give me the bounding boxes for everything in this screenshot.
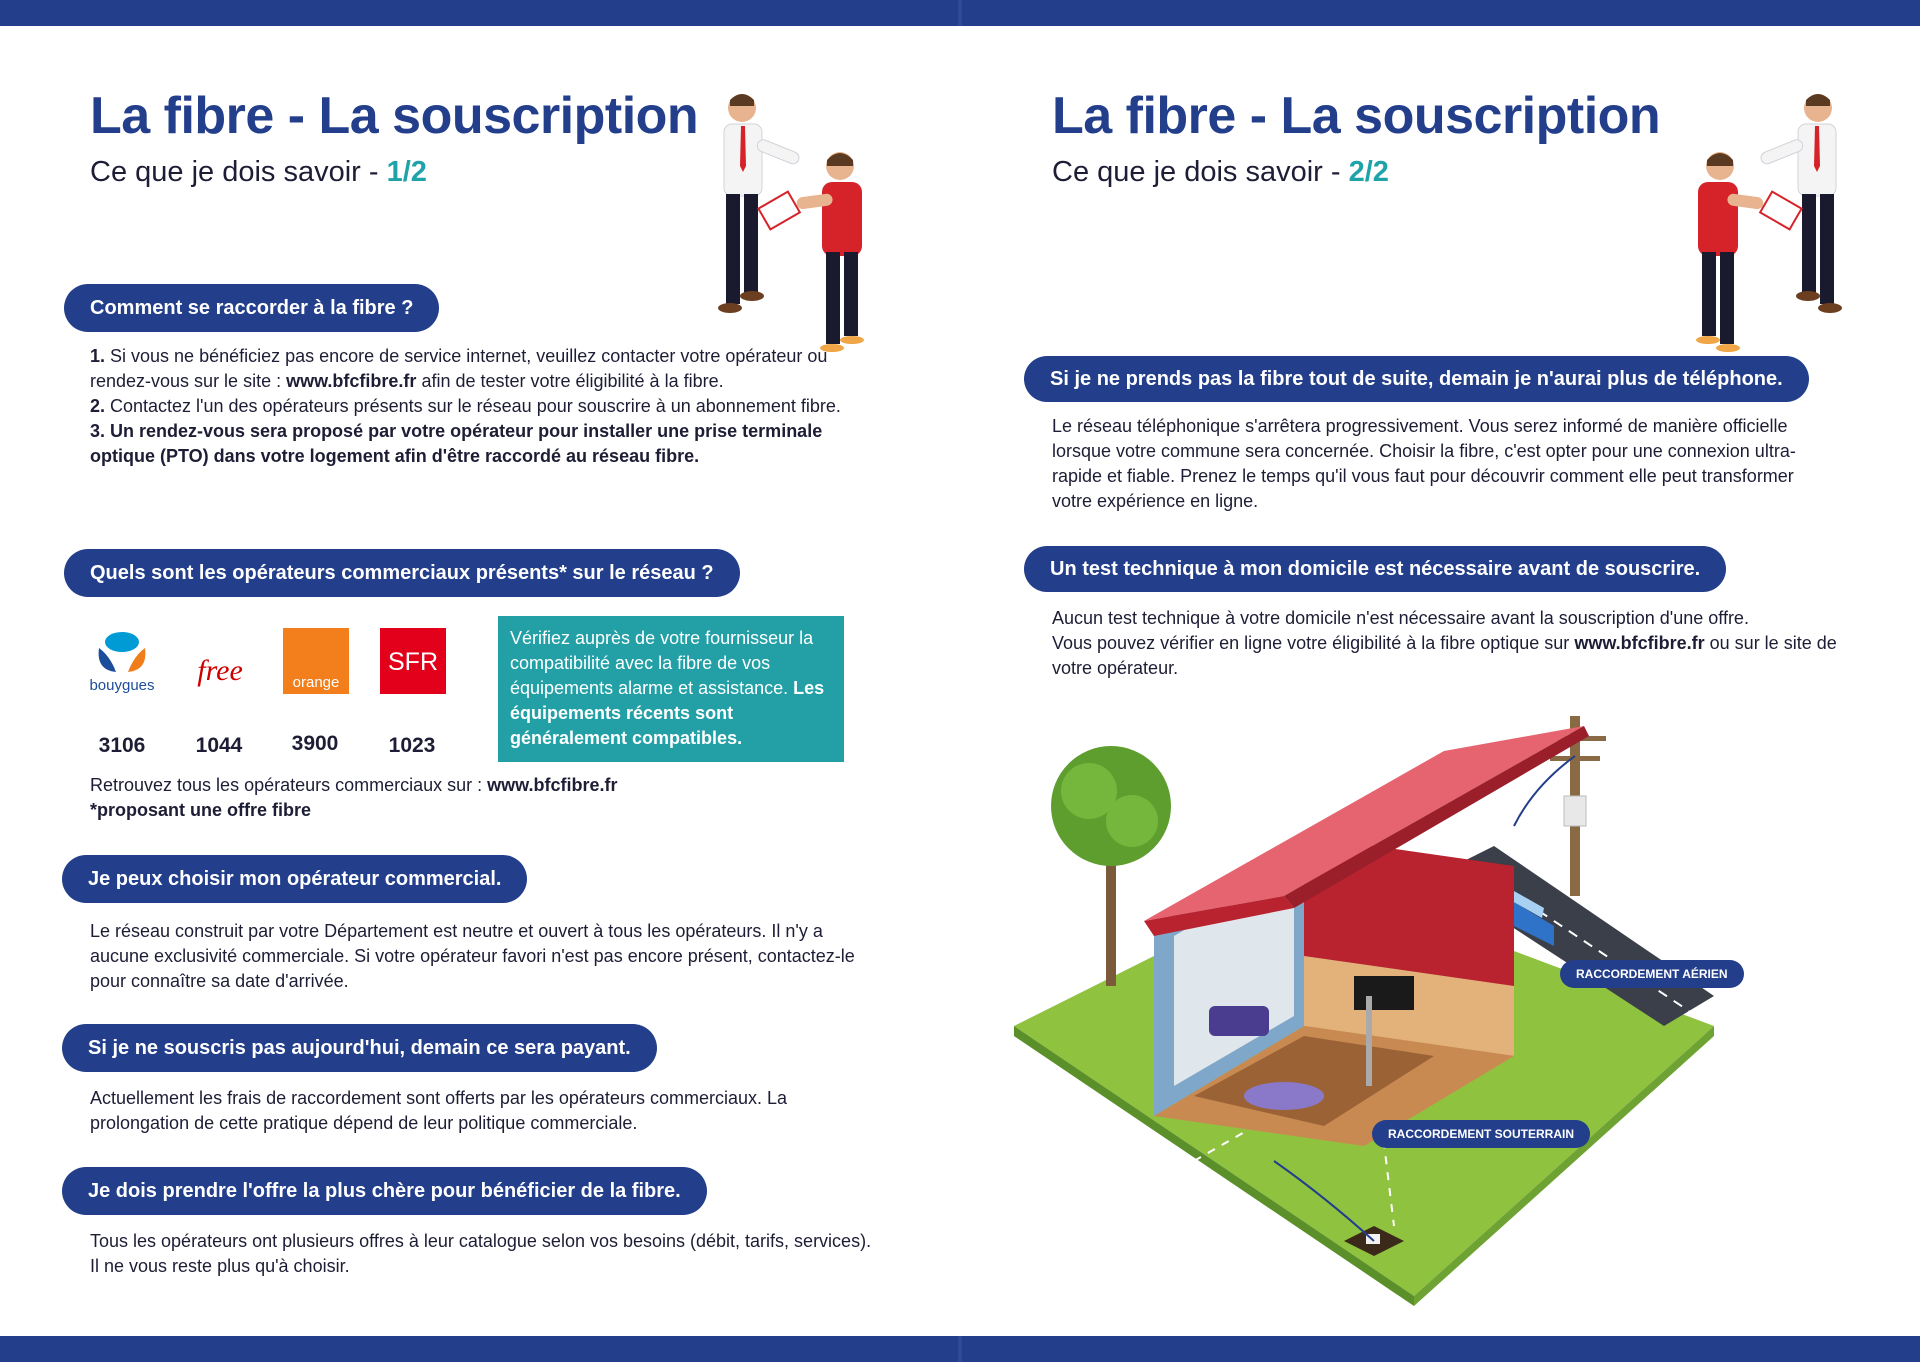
test-body-1: Aucun test technique à votre domicile n'est nécessaire avant la souscription d'une offre.	[1052, 608, 1749, 628]
item2-num: 2.	[90, 396, 106, 416]
item1-num: 1.	[90, 346, 106, 366]
sfr-wordmark: SFR	[388, 648, 438, 676]
section-heading-choisir: Je peux choisir mon opérateur commercial.	[62, 855, 527, 903]
left-page	[0, 26, 960, 1336]
orange-wordmark: orange	[292, 674, 340, 691]
subtitle-text: Ce que je dois savoir -	[90, 156, 387, 188]
section-heading-telephone: Si je ne prends pas la fibre tout de suite, demain je n'aurai plus de téléphone.	[1024, 356, 1809, 402]
house-fiber-illustration	[1014, 696, 1834, 1316]
test-body-2a: Vous pouvez vérifier en ligne votre éligibilité à la fibre optique sur	[1052, 633, 1575, 653]
section-body-offre: Tous les opérateurs ont plusieurs offres à leur catalogue selon vos besoins (débit, tarifs, services). Il ne vous reste plus qu'à choisir.	[90, 1231, 872, 1276]
subtitle-fraction: 1/2	[386, 156, 427, 188]
compatibility-notice	[498, 616, 844, 762]
page-subtitle	[1052, 156, 1389, 189]
find-link[interactable]: www.bfcfibre.fr	[487, 775, 618, 795]
bouygues-wordmark: bouygues	[89, 677, 155, 694]
footnote: *proposant une offre fibre	[90, 800, 312, 820]
item3-text: 3. Un rendez-vous sera proposé par votre opérateur pour installer une prise terminale optique (PTO) dans votre logement afin d'être raccordé au réseau fibre.	[90, 421, 823, 466]
page-title: La fibre - La souscription	[1052, 87, 1661, 145]
operator-number-orange: 3900	[291, 732, 339, 755]
section-body-choisir: Le réseau construit par votre Département est neutre et ouvert à tous les opérateurs. Il n'y a aucune exclusivité commerciale. Si votre opérateur favori n'est pas encore présent, contactez-le pour connaître sa date d'arrivée.	[90, 921, 855, 991]
item1-text-a: Si vous ne bénéficiez pas encore de service internet, veuillez contacter votre opérateur ou rendez-vous sur le site :	[90, 346, 828, 391]
find-label: Retrouvez tous les opérateurs commerciaux sur :	[90, 775, 488, 795]
callout-aerial: RACCORDEMENT AÉRIEN	[1560, 960, 1744, 988]
test-link[interactable]: www.bfcfibre.fr	[1574, 633, 1705, 653]
notice-emphasis: Les équipements récents sont généralement compatibles.	[510, 678, 825, 748]
subtitle-text: Ce que je dois savoir -	[1052, 156, 1349, 188]
section-body-payant: Actuellement les frais de raccordement sont offerts par les opérateurs commerciaux. La prolongation de cette pratique dépend de leur politique commerciale.	[90, 1088, 787, 1133]
section-heading-raccorder: Comment se raccorder à la fibre ?	[64, 284, 439, 332]
notice-text: Vérifiez auprès de votre fournisseur la compatibilité avec la fibre de vos équipements alarme et assistance.	[510, 628, 814, 698]
section-body-telephone: Le réseau téléphonique s'arrêtera progressivement. Vous serez informé de manière officielle lorsque votre commune sera concernée. Choisir la fibre, c'est opter pour une connexion ultra-rapide et fiable. Prenez le temps qu'il vous faut pour découvrir comment elle peut transformer votre expérience en ligne.	[1052, 416, 1796, 511]
section-heading-test: Un test technique à mon domicile est nécessaire avant de souscrire.	[1024, 546, 1726, 592]
free-logo	[182, 654, 258, 690]
item1-link[interactable]: www.bfcfibre.fr	[286, 371, 417, 391]
operator-number-sfr: 1023	[388, 734, 436, 757]
section-heading-payant: Si je ne souscris pas aujourd'hui, demain ce sera payant.	[62, 1024, 657, 1072]
section-heading-operateurs: Quels sont les opérateurs commerciaux présents* sur le réseau ?	[64, 549, 740, 597]
handshake-people-illustration	[1680, 86, 1860, 356]
operator-number-bouygues: 3106	[98, 734, 146, 757]
test-body-2b: ou sur le site de votre opérateur.	[1052, 633, 1837, 678]
top-band	[0, 0, 1920, 26]
right-page	[960, 26, 1920, 1336]
bottom-band	[0, 1336, 1920, 1362]
handshake-people-illustration	[700, 86, 880, 356]
orange-logo	[283, 628, 349, 694]
operator-number-free: 1044	[195, 734, 243, 757]
section-body-raccorder	[90, 344, 880, 469]
section-heading-offre: Je dois prendre l'offre la plus chère pour bénéficier de la fibre.	[62, 1167, 707, 1215]
bouygues-logo	[86, 626, 158, 696]
free-wordmark: free	[197, 654, 243, 687]
page-title: La fibre - La souscription	[90, 87, 699, 145]
operators-find-text	[90, 773, 880, 823]
item1-text-b: afin de tester votre éligibilité à la fibre.	[416, 371, 724, 391]
callout-underground: RACCORDEMENT SOUTERRAIN	[1372, 1120, 1590, 1148]
subtitle-fraction: 2/2	[1348, 156, 1389, 188]
sfr-logo	[380, 628, 446, 694]
item2-text: Contactez l'un des opérateurs présents sur le réseau pour souscrire à un abonnement fibre.	[105, 396, 841, 416]
section-body-test	[1052, 606, 1842, 681]
page-subtitle	[90, 156, 427, 189]
